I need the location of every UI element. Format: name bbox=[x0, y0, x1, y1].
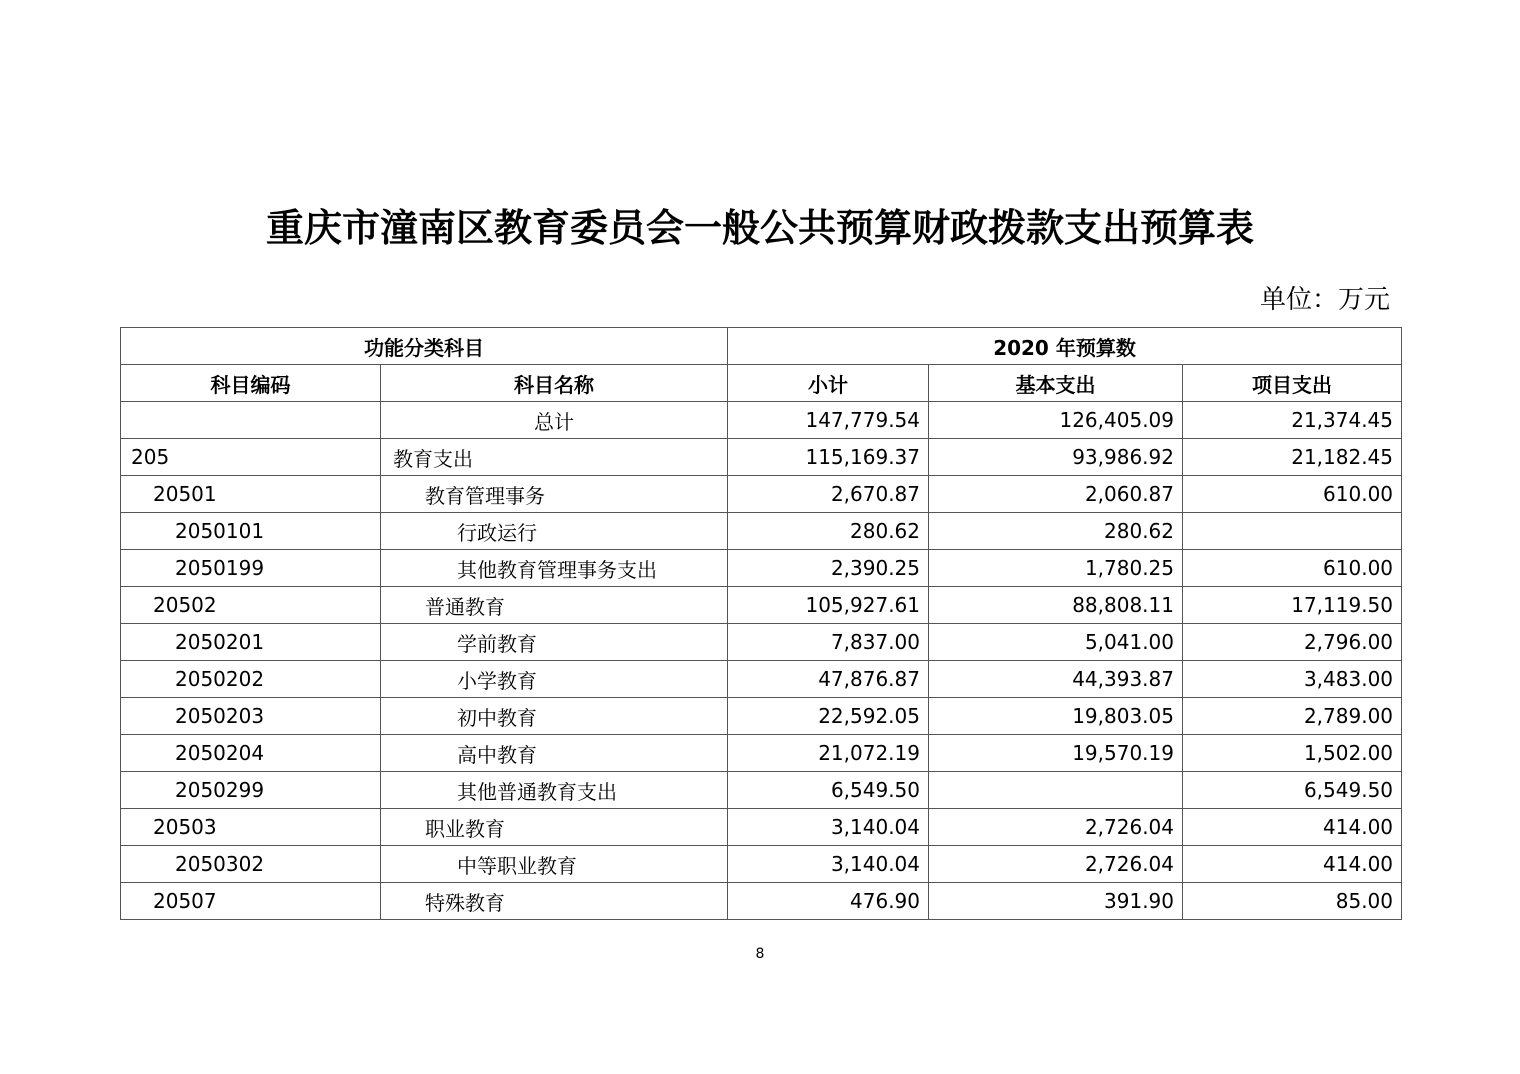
row-code: 2050202 bbox=[121, 661, 381, 698]
row-project: 1,502.00 bbox=[1183, 735, 1402, 772]
row-basic: 19,803.05 bbox=[929, 698, 1183, 735]
table-row bbox=[121, 772, 1402, 809]
name-column-header: 科目名称 bbox=[381, 365, 728, 402]
row-code: 20501 bbox=[121, 476, 381, 513]
row-name: 教育支出 bbox=[381, 439, 728, 476]
row-project: 3,483.00 bbox=[1183, 661, 1402, 698]
row-basic: 44,393.87 bbox=[929, 661, 1183, 698]
table-row bbox=[121, 550, 1402, 587]
table-row bbox=[121, 735, 1402, 772]
project-column-header: 项目支出 bbox=[1183, 365, 1402, 402]
row-name: 中等职业教育 bbox=[381, 846, 728, 883]
row-basic: 126,405.09 bbox=[929, 402, 1183, 439]
table-row bbox=[121, 439, 1402, 476]
table-row bbox=[121, 846, 1402, 883]
row-subtotal: 476.90 bbox=[728, 883, 929, 920]
page-number: 8 bbox=[755, 946, 765, 962]
row-code: 205 bbox=[121, 439, 381, 476]
table-row-total bbox=[121, 402, 1402, 439]
row-basic: 19,570.19 bbox=[929, 735, 1183, 772]
row-code: 20502 bbox=[121, 587, 381, 624]
row-subtotal: 115,169.37 bbox=[728, 439, 929, 476]
row-basic: 2,726.04 bbox=[929, 846, 1183, 883]
row-name: 学前教育 bbox=[381, 624, 728, 661]
row-subtotal: 2,670.87 bbox=[728, 476, 929, 513]
row-code: 2050101 bbox=[121, 513, 381, 550]
table-row bbox=[121, 587, 1402, 624]
row-subtotal: 105,927.61 bbox=[728, 587, 929, 624]
row-project: 610.00 bbox=[1183, 550, 1402, 587]
row-basic: 2,060.87 bbox=[929, 476, 1183, 513]
row-name: 小学教育 bbox=[381, 661, 728, 698]
row-code: 2050299 bbox=[121, 772, 381, 809]
table-row bbox=[121, 883, 1402, 920]
row-subtotal: 2,390.25 bbox=[728, 550, 929, 587]
row-code: 2050302 bbox=[121, 846, 381, 883]
row-name: 普通教育 bbox=[381, 587, 728, 624]
budget-year-header: 2020 年预算数 bbox=[728, 328, 1402, 365]
row-basic: 93,986.92 bbox=[929, 439, 1183, 476]
row-subtotal: 280.62 bbox=[728, 513, 929, 550]
row-code: 2050203 bbox=[121, 698, 381, 735]
row-code: 2050199 bbox=[121, 550, 381, 587]
row-name: 职业教育 bbox=[381, 809, 728, 846]
row-basic: 391.90 bbox=[929, 883, 1183, 920]
row-basic: 2,726.04 bbox=[929, 809, 1183, 846]
row-name: 其他普通教育支出 bbox=[381, 772, 728, 809]
row-subtotal: 47,876.87 bbox=[728, 661, 929, 698]
row-project: 6,549.50 bbox=[1183, 772, 1402, 809]
page-title: 重庆市潼南区教育委员会一般公共预算财政拨款支出预算表 bbox=[265, 205, 1254, 250]
table-row bbox=[121, 809, 1402, 846]
row-basic: 5,041.00 bbox=[929, 624, 1183, 661]
table-row bbox=[121, 698, 1402, 735]
row-subtotal: 6,549.50 bbox=[728, 772, 929, 809]
row-code bbox=[121, 402, 381, 439]
basic-column-header: 基本支出 bbox=[929, 365, 1183, 402]
row-project: 2,789.00 bbox=[1183, 698, 1402, 735]
subtotal-column-header: 小计 bbox=[728, 365, 929, 402]
table-row bbox=[121, 624, 1402, 661]
row-basic bbox=[929, 772, 1183, 809]
row-project: 610.00 bbox=[1183, 476, 1402, 513]
row-subtotal: 7,837.00 bbox=[728, 624, 929, 661]
row-project: 414.00 bbox=[1183, 846, 1402, 883]
row-subtotal: 21,072.19 bbox=[728, 735, 929, 772]
row-subtotal: 22,592.05 bbox=[728, 698, 929, 735]
row-name: 其他教育管理事务支出 bbox=[381, 550, 728, 587]
row-project bbox=[1183, 513, 1402, 550]
row-project: 414.00 bbox=[1183, 809, 1402, 846]
row-project: 2,796.00 bbox=[1183, 624, 1402, 661]
row-code: 20503 bbox=[121, 809, 381, 846]
row-name: 初中教育 bbox=[381, 698, 728, 735]
code-column-header: 科目编码 bbox=[121, 365, 381, 402]
table-row bbox=[121, 513, 1402, 550]
row-name: 高中教育 bbox=[381, 735, 728, 772]
row-code: 2050204 bbox=[121, 735, 381, 772]
row-project: 21,182.45 bbox=[1183, 439, 1402, 476]
row-subtotal: 3,140.04 bbox=[728, 846, 929, 883]
row-project: 85.00 bbox=[1183, 883, 1402, 920]
row-name: 特殊教育 bbox=[381, 883, 728, 920]
unit-label: 单位：万元 bbox=[1259, 285, 1390, 315]
group-header-row bbox=[121, 328, 1402, 365]
row-project: 17,119.50 bbox=[1183, 587, 1402, 624]
row-basic: 88,808.11 bbox=[929, 587, 1183, 624]
budget-table bbox=[120, 327, 1402, 920]
row-subtotal: 3,140.04 bbox=[728, 809, 929, 846]
row-name: 总计 bbox=[381, 402, 728, 439]
functional-category-header: 功能分类科目 bbox=[121, 328, 728, 365]
row-project: 21,374.45 bbox=[1183, 402, 1402, 439]
row-basic: 280.62 bbox=[929, 513, 1183, 550]
row-subtotal: 147,779.54 bbox=[728, 402, 929, 439]
row-name: 行政运行 bbox=[381, 513, 728, 550]
row-code: 2050201 bbox=[121, 624, 381, 661]
table-row bbox=[121, 476, 1402, 513]
table-row bbox=[121, 661, 1402, 698]
column-header-row bbox=[121, 365, 1402, 402]
row-basic: 1,780.25 bbox=[929, 550, 1183, 587]
row-code: 20507 bbox=[121, 883, 381, 920]
row-name: 教育管理事务 bbox=[381, 476, 728, 513]
